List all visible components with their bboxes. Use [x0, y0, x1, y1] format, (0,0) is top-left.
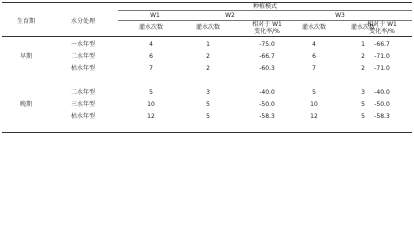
- row-w2-count: 5: [206, 101, 210, 108]
- row-w3-count2: 1: [361, 41, 365, 48]
- header-w1: W1: [150, 12, 160, 19]
- header-w2-rate: 变化率/%: [254, 28, 280, 35]
- header-w3-count2: 灌水次数: [350, 24, 375, 31]
- row-w2-count: 2: [206, 53, 210, 60]
- row-w3-rate: -66.7: [374, 41, 390, 48]
- row-w2-count: 1: [206, 41, 210, 48]
- row-w1: 7: [149, 65, 153, 72]
- header-w3-rate: 变化率/%: [369, 28, 395, 35]
- header-bottom-rule: [2, 36, 412, 37]
- row-w2-rate: -58.3: [259, 113, 275, 120]
- row-w1: 10: [147, 101, 155, 108]
- row-treatment: 三水年型: [70, 101, 95, 108]
- row-w3-count2: 5: [361, 101, 365, 108]
- row-treatment: 二水年型: [70, 53, 95, 60]
- row-w1: 6: [149, 53, 153, 60]
- row-w3-rate: -71.0: [374, 65, 390, 72]
- header-w1-count: 灌水次数: [138, 24, 163, 31]
- row-w3-rate: -71.0: [374, 53, 390, 60]
- row-w3-count2: 3: [361, 89, 365, 96]
- row-w2-rate: -75.0: [259, 41, 275, 48]
- row-w2-rate: -60.3: [259, 65, 275, 72]
- row-w2-rate: -40.0: [259, 89, 275, 96]
- row-stage: 早期: [19, 53, 32, 60]
- row-w3-count2: 2: [361, 65, 365, 72]
- row-w3-rate: -40.0: [374, 89, 390, 96]
- header-treatment: 水分处理: [70, 18, 95, 25]
- group-underline: [118, 10, 412, 11]
- row-w2-rate: -50.0: [259, 101, 275, 108]
- row-w3-count: 10: [310, 101, 318, 108]
- row-w2-rate: -66.7: [259, 53, 275, 60]
- header-w2-count: 灌水次数: [195, 24, 220, 31]
- row-w3-count: 7: [312, 65, 316, 72]
- row-w3-count: 12: [310, 113, 318, 120]
- header-w3-count: 灌水次数: [301, 24, 326, 31]
- row-w2-count: 3: [206, 89, 210, 96]
- row-w1: 5: [149, 89, 153, 96]
- row-w3-count: 6: [312, 53, 316, 60]
- header-w2-rel: 相对于 W1: [252, 21, 282, 28]
- header-stage: 生育期: [16, 18, 35, 25]
- row-w2-count: 5: [206, 113, 210, 120]
- row-treatment: 一水年型: [70, 41, 95, 48]
- row-stage: 晚期: [19, 101, 32, 108]
- header-w3: W3: [335, 12, 345, 19]
- row-w3-count: 4: [312, 41, 316, 48]
- row-w3-count2: 5: [361, 113, 365, 120]
- header-w3-rel: 相对于 W1: [367, 21, 397, 28]
- row-treatment: 枯水年型: [70, 65, 95, 72]
- row-w3-count: 5: [312, 89, 316, 96]
- header-w2: W2: [225, 12, 235, 19]
- row-w3-rate: -58.3: [374, 113, 390, 120]
- row-w3-rate: -50.0: [374, 101, 390, 108]
- row-treatment: 枯水年型: [70, 113, 95, 120]
- row-treatment: 二水年型: [70, 89, 95, 96]
- row-w1: 4: [149, 41, 153, 48]
- row-w3-count2: 2: [361, 53, 365, 60]
- header-group: 种植模式: [252, 3, 277, 10]
- row-w1: 12: [147, 113, 155, 120]
- row-w2-count: 2: [206, 65, 210, 72]
- table-bottom-rule: [2, 132, 412, 133]
